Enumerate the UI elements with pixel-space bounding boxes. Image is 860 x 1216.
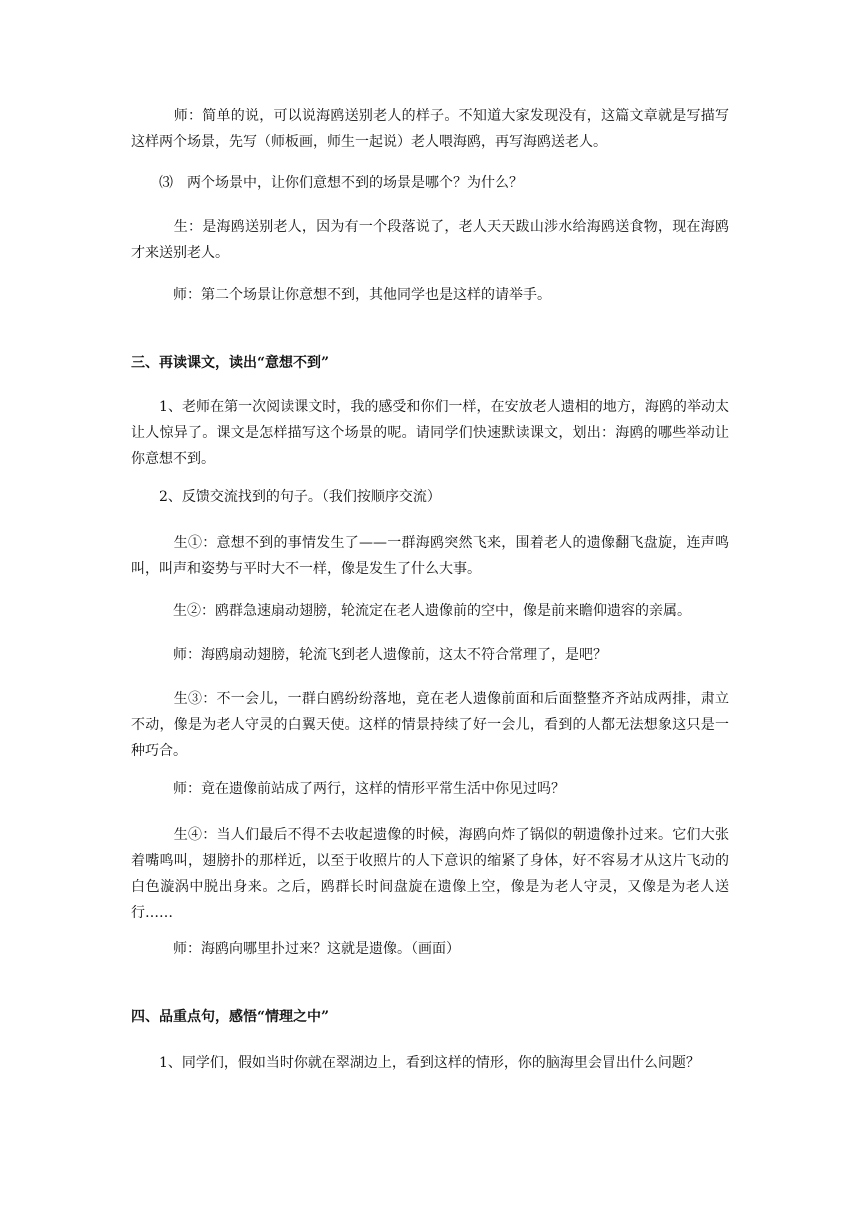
student-3-paragraph: 生③：不一会儿，一群白鸥纷纷落地，竟在老人遗像前面和后面整整齐齐站成两排，肃立不动，像是为老人守灵的白翼天使。这样的情景持续了好一会儿，看到的人都无法想象这只是一种巧合。	[131, 691, 729, 759]
section-heading-3: 三、再读课文，读出“意想不到”	[131, 355, 330, 371]
teacher-paragraph: 师：海鸥向哪里扑过来？这就是遗像。（画面）	[131, 941, 460, 957]
step-1-paragraph: 1、同学们，假如当时你就在翠湖边上，看到这样的情形，你的脑海里会冒出什么问题？	[131, 1055, 700, 1071]
teacher-paragraph: 师：第二个场景让你意想不到，其他同学也是这样的请举手。	[131, 287, 551, 303]
teacher-paragraph: 师：海鸥扇动翅膀，轮流飞到老人遗像前，这太不符合常理了，是吧？	[131, 647, 607, 663]
step-1-paragraph: 1、老师在第一次阅读课文时，我的感受和你们一样，在安放老人遗相的地方，海鸥的举动太让人惊异了。课文是怎样描写这个场景的呢。请同学们快速默读课文，划出：海鸥的哪些举动让你意想不到。	[131, 399, 729, 467]
student-paragraph: 生：是海鸥送别老人，因为有一个段落说了，老人天天跋山涉水给海鸥送食物，现在海鸥才来送别老人。	[131, 219, 729, 261]
student-4-paragraph: 生④：当人们最后不得不去收起遗像的时候，海鸥向炸了锅似的朝遗像扑过来。它们大张着嘴鸣叫，翅膀扑的那样近，以至于收照片的人下意识的缩紧了身体，好不容易才从这片飞动的白色漩涡中脱出身来。之后，鸥群长时间盘旋在遗像上空，像是为老人守灵，又像是为老人送行……	[131, 827, 729, 921]
question-3: ⑶ 两个场景中，让你们意想不到的场景是哪个？为什么？	[131, 175, 523, 191]
student-1-paragraph: 生①：意想不到的事情发生了——一群海鸥突然飞来，围着老人的遗像翻飞盘旋，连声鸣叫，叫声和姿势与平时大不一样，像是发生了什么大事。	[131, 535, 729, 577]
teacher-paragraph: 师：竟在遗像前站成了两行，这样的情形平常生活中你见过吗？	[131, 781, 565, 797]
step-2-paragraph: 2、反馈交流找到的句子。（我们按顺序交流）	[131, 489, 441, 505]
section-heading-4: 四、品重点句，感悟“情理之中”	[131, 1009, 330, 1025]
student-2-paragraph: 生②：鸥群急速扇动翅膀，轮流定在老人遗像前的空中，像是前来瞻仰遗容的亲属。	[131, 603, 691, 619]
teacher-paragraph: 师：简单的说，可以说海鸥送别老人的样子。不知道大家发现没有，这篇文章就是写描写这样两个场景，先写（师板画，师生一起说）老人喂海鸥，再写海鸥送老人。	[131, 108, 729, 150]
